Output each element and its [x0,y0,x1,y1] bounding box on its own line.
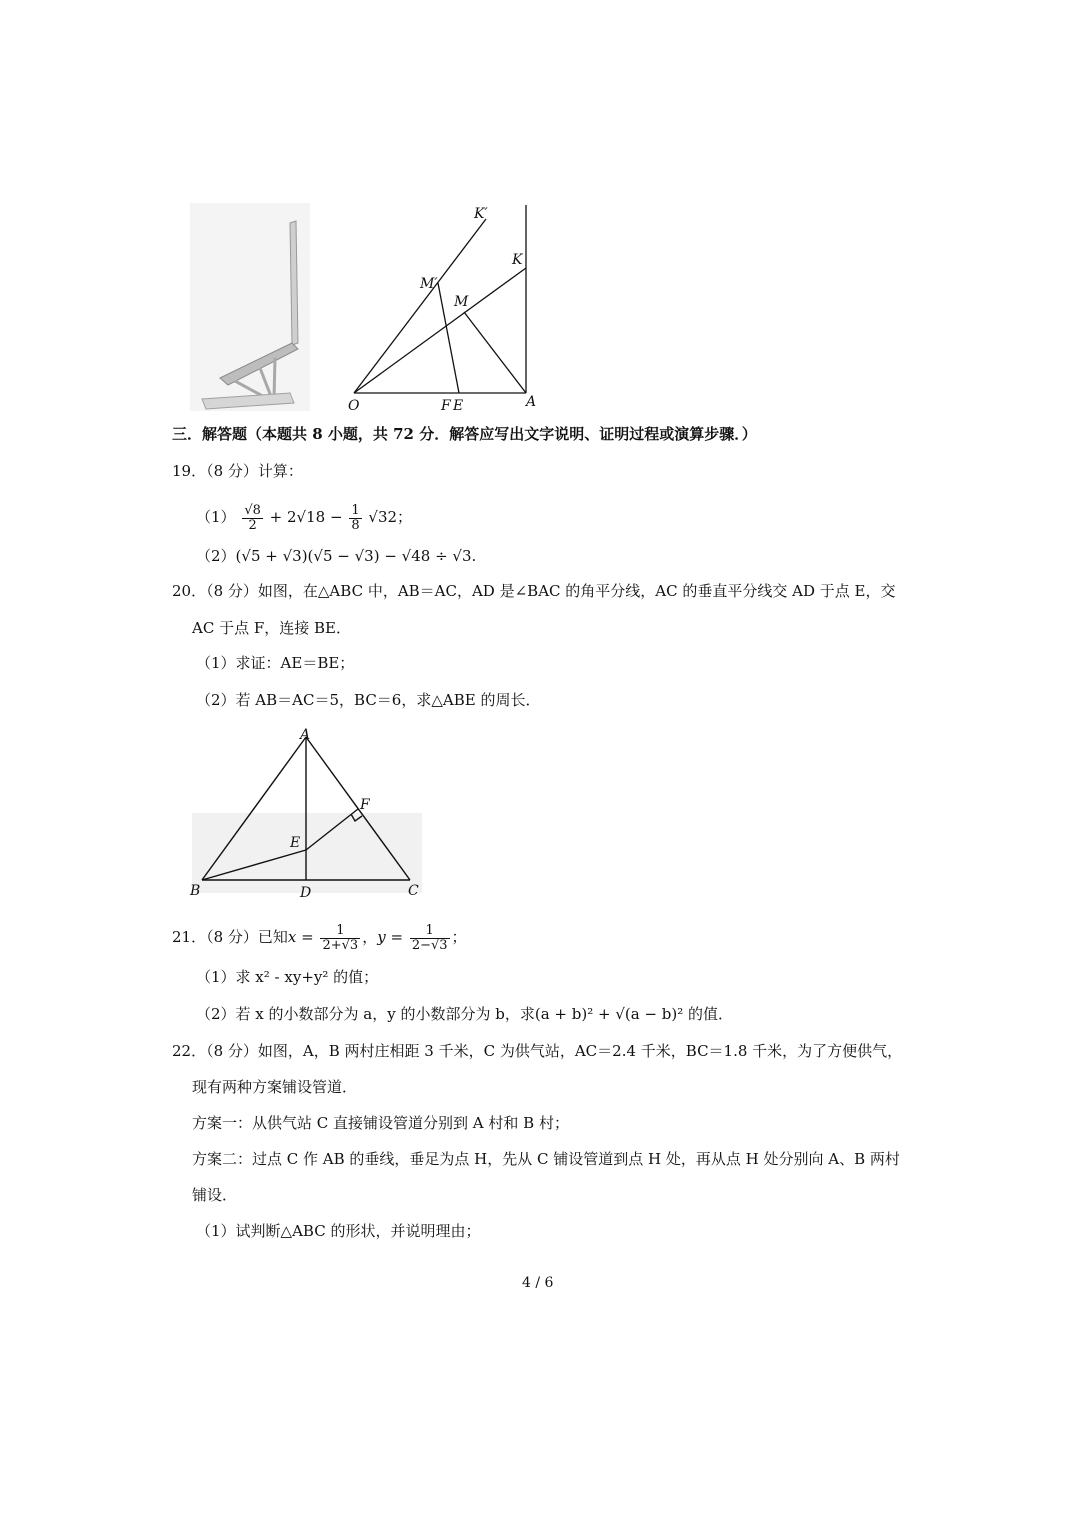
q21-title: 21．（8 分）已知x = $\frac{1}{2+√3}$ ，y = $\frac{1}{2-√3}$ ； [172,922,467,953]
label-e: E [290,835,301,851]
page-number: 4 / 6 [522,1275,554,1291]
q19-part1-label: （1） [196,508,236,526]
label-d: D [300,885,312,901]
q21-x-fraction: $\frac{1}{2+√3}$ [322,922,359,953]
q19-fraction-1: $\frac{√8}{2}$ [244,502,261,533]
q20-part2: （2）若 AB＝AC＝5，BC＝6，求△ABE 的周长． [196,691,541,709]
q22-line1: 22．（8 分）如图，A，B 两村庄相距 3 千米，C 为供气站，AC＝2.4 千米，BC＝1.8 千米，为了方便供气， [172,1042,903,1060]
q19-title: 19．（8 分）计算： [172,462,303,480]
q20-part1: （1）求证：AE＝BE； [196,654,355,672]
q22-plan2-line2: 铺设． [192,1186,238,1204]
q20-line2: AC 于点 F，连接 BE． [192,619,351,637]
label-f: F [441,398,451,414]
q19-part1-tail: √32； [368,508,413,526]
laptop-stand-photo [190,203,310,411]
label-a: A [300,727,311,743]
section-heading: 三．解答题（本题共 8 小题，共 72 分．解答应写出文字说明、证明过程或演算步骤．） [172,425,757,443]
label-m-prime: M′ [420,276,438,292]
label-a: A [526,394,537,410]
label-e: E [453,398,464,414]
q22-plan2-line1: 方案二：过点 C 作 AB 的垂线，垂足为点 H，先从 C 铺设管道到点 H 处，再从点 H 处分别向 A、B 两村 [192,1150,900,1168]
label-c: C [408,883,419,899]
q19-part2: （2）(√5 + √3)(√5 − √3) − √48 ÷ √3. [196,547,477,565]
label-m: M [454,294,469,310]
q22-plan1: 方案一：从供气站 C 直接铺设管道分别到 A 村和 B 村； [192,1114,569,1132]
geometry-figure-okma [340,200,550,415]
q21-part2: （2）若 x 的小数部分为 a，y 的小数部分为 b，求(a + b)² + √(a − b)² 的值． [196,1005,734,1023]
label-f: F [360,797,370,813]
q21-y-fraction: $\frac{1}{2-√3}$ [411,922,448,953]
label-k: K [512,252,523,268]
q20-line1: 20．（8 分）如图，在△ABC 中，AB＝AC，AD 是∠BAC 的角平分线，AC 的垂直平分线交 AD 于点 E，交 [172,582,896,600]
label-b: B [190,883,201,899]
q19-part1-mid: + 2√18 − [269,508,343,526]
triangle-figure-abc [188,725,428,903]
label-o: O [348,398,360,414]
q21-part1: （1）求 x² - xy+y² 的值； [196,968,379,986]
q22-line2: 现有两种方案铺设管道． [192,1078,358,1096]
q19-part1 [196,498,412,536]
q22-part1: （1）试判断△ABC 的形状，并说明理由； [196,1222,481,1240]
q19-fraction-2: $\frac{1}{8}$ [351,502,360,533]
label-k-prime: K′ [474,206,488,222]
